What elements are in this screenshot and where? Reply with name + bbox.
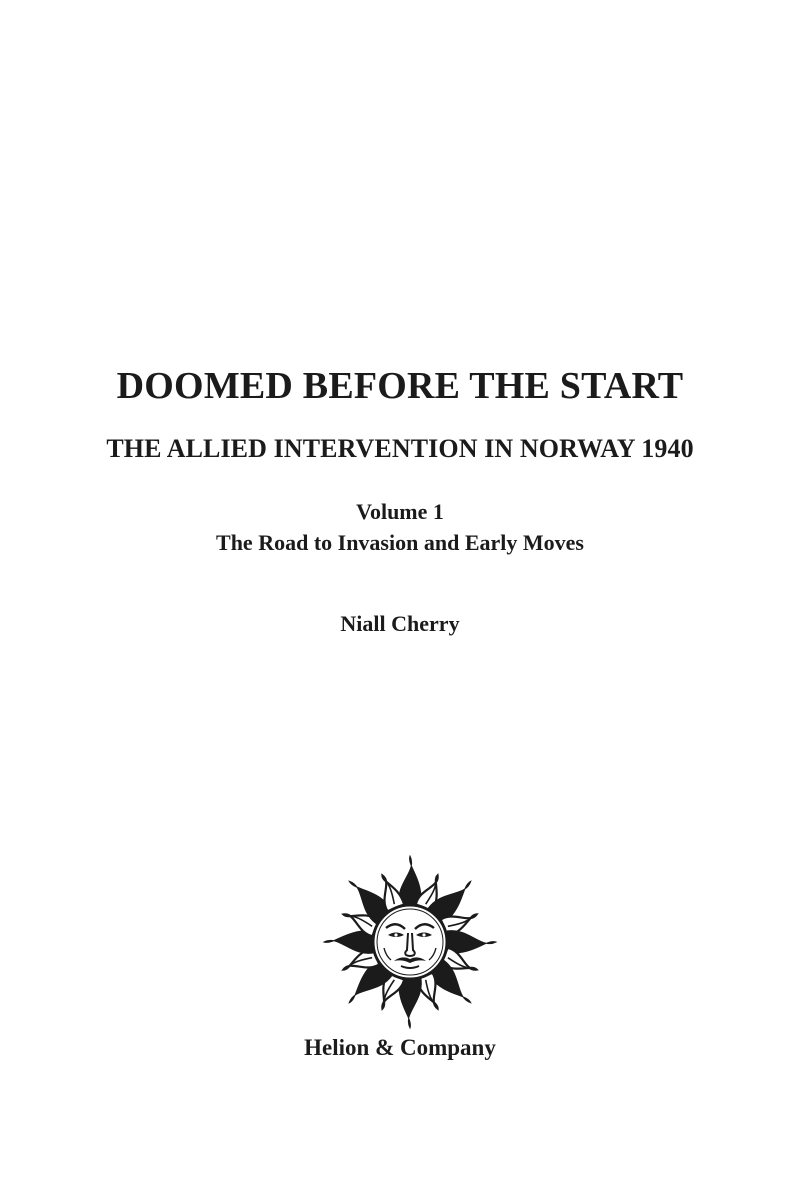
book-subtitle: THE ALLIED INTERVENTION IN NORWAY 1940 — [106, 434, 694, 463]
volume-title: The Road to Invasion and Early Moves — [216, 530, 584, 555]
book-title: DOOMED BEFORE THE START — [116, 365, 684, 407]
author-name: Niall Cherry — [340, 611, 460, 636]
publisher-name: Helion & Company — [304, 1035, 496, 1060]
sun-face-icon — [320, 852, 500, 1032]
volume-number: Volume 1 — [356, 499, 444, 524]
